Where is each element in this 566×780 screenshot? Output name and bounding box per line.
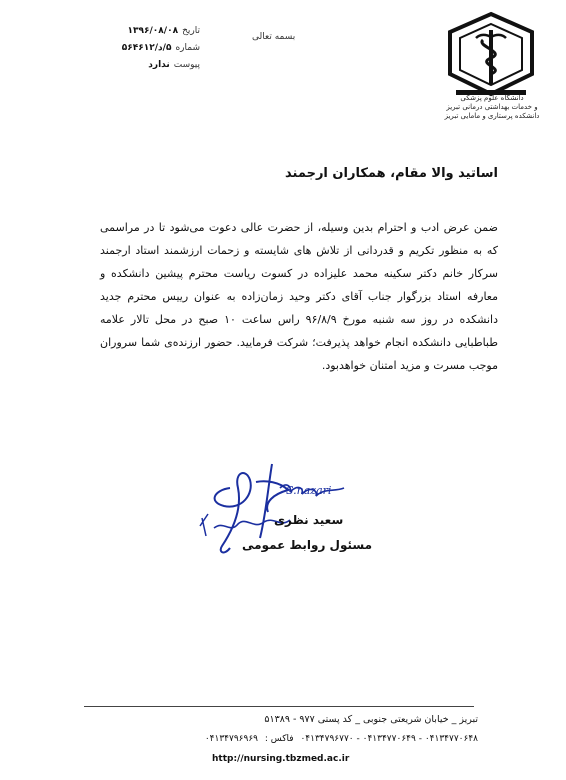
salutation: اساتید والا مقام، همکاران ارجمند [285,166,498,181]
invocation-text: بسمه تعالی [252,32,296,42]
attachment-row [30,60,200,77]
attachment-label: پیوست [173,60,200,70]
fax-label: فاکس : [264,734,294,744]
attachment-value: ندارد [148,60,170,70]
logo-caption [440,94,544,121]
date-value: ۱۳۹۶/۰۸/۰۸ [127,26,179,36]
date-row [30,26,200,43]
number-label: شماره [175,43,200,53]
footer-website-link[interactable]: http://nursing.tbzmed.ac.ir [212,754,350,764]
date-label: تاریخ [182,26,200,36]
footer-phone-numbers: ۰۴۱۳۴۷۷۰۶۴۸ - ۰۴۱۳۴۷۷۰۶۴۹ - ۰۴۱۳۴۷۹۶۷۷۰ [300,734,478,744]
letter-body: ضمن عرض ادب و احترام بدین وسیله، از حضرت عالی دعوت می‌شود تا در مراسمی که به منظور تکریم و قدردانی از تلاش های شایسته و زحمات ارزشمند استاد ارجمند سرکار خانم دکتر سکینه محمد علیزاده در کسوت ریاست محترم پیشین دانشکده و معارفه استاد بزرگوار جناب آقای دکتر وحید زمان‌زاده به عنوان رییس محترم جدید دانشکده در روز سه شنبه مورخ ۹۶/۸/۹ راس ساعت ۱۰ صبح در محل تالار علامه طباطبایی دانشکده انجام خواهد پذیرفت؛ شرکت فرمایید. حضور ارزنده‌ی شما سروران موجب مسرت و مزید امتنان خواهدبود. [100,221,498,372]
number-row [30,43,200,60]
logo-caption-line1: دانشگاه علوم پزشکی [460,94,524,102]
signature-handwriting: S.nazari [286,484,332,497]
signatory-title: مسئول روابط عمومی [242,538,373,552]
signatory-name: سعید نظری [274,513,344,527]
fax-number: ۰۴۱۳۴۷۹۶۹۶۹ [204,734,259,744]
logo-caption-line2: و خدمات بهداشتی درمانی تبریز [446,103,538,111]
footer-divider [84,706,474,707]
number-value: ۵/د/۵۶۴۶۱۲ [121,43,172,53]
footer-contact [205,734,478,744]
letter-meta [30,26,200,77]
logo-caption-line3: دانشکده پرستاری و مامایی تبریز [444,112,540,120]
footer-address: تبریز _ خیابان شریعتی جنوبی _ کد پستی ۹۷۷ - ۵۱۳۸۹ [264,714,478,725]
